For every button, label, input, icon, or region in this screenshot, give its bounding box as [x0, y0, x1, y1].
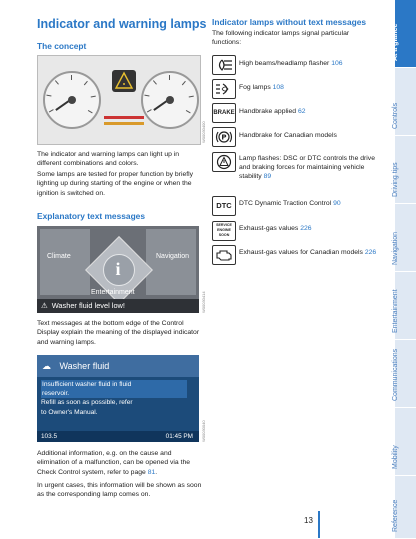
climate-label: Climate: [47, 253, 71, 260]
engine-icon: [212, 245, 236, 265]
wiper-icon: ☁: [42, 361, 51, 371]
speedometer: [43, 71, 101, 129]
figure-id: W00030040: [201, 420, 206, 442]
washer-message: Insufficient washer fluid in fluid reservoir. Refill as soon as possible, refer to Owner's Manual.: [41, 380, 187, 417]
list-item: Lamp flashes: DSC or DTC controls the drive and braking forces for maintaining vehicle stability 89: [212, 152, 377, 194]
indicator-display: [112, 70, 136, 92]
right-intro: The following indicator lamps signal particular functions:: [212, 30, 350, 47]
explanatory-paragraph: Text messages at the bottom edge of the Control Display explain the meaning of the displayed indicator and warning lamps.: [37, 320, 200, 346]
check-control-paragraph: Additional information, e.g. on the cause and elimination of a malfunction, can be opened via the Check Control system, refer to page 81.: [37, 450, 191, 476]
tachometer: [141, 71, 199, 129]
warning-message-bar: [37, 299, 199, 313]
list-item: Exhaust-gas values for Canadian models 226: [212, 245, 377, 269]
navigation-label: Navigation: [156, 253, 190, 260]
page-number: 13: [304, 516, 313, 525]
page-number-bar: [318, 511, 320, 538]
list-item: P Handbrake for Canadian models: [212, 127, 377, 151]
status-bar: [37, 431, 199, 442]
tab-entertainment[interactable]: Entertainment: [395, 272, 416, 340]
radio-frequency: 103.5: [41, 433, 57, 440]
brake-circle-icon: [212, 127, 236, 147]
dtc-icon: DTC: [212, 196, 236, 216]
list-item: Fog lamps 108: [212, 79, 377, 103]
svg-text:P: P: [221, 133, 227, 142]
control-display-image: [37, 226, 199, 313]
washer-fluid-display-image: [37, 355, 199, 442]
entertainment-label: Entertainment: [91, 289, 135, 296]
washer-title-bar: [37, 355, 199, 377]
fog-lamp-icon: [212, 79, 236, 99]
tab-controls[interactable]: Controls: [395, 68, 416, 136]
service-engine-soon-icon: SERVICE ENGINE SOON: [212, 221, 236, 241]
concept-paragraph-2: Some lamps are tested for proper function by briefly lighting up during starting of the engine or when the ignition is switched on.: [37, 171, 194, 197]
concept-heading: The concept: [37, 41, 87, 51]
list-item: BRAKE Handbrake applied 62: [212, 103, 377, 127]
figure-id: W00030400: [201, 121, 206, 143]
explanatory-heading: Explanatory text messages: [37, 211, 145, 221]
urgent-paragraph: In urgent cases, this information will be shown as soon as the corresponding lamp comes on.: [37, 482, 202, 499]
list-item: DTC DTC Dynamic Traction Control 90: [212, 196, 377, 220]
tab-communications[interactable]: Communications: [395, 340, 416, 408]
clock: 01:45 PM: [165, 433, 193, 440]
right-heading: Indicator lamps without text messages: [212, 17, 367, 27]
tab-navigation[interactable]: Navigation: [395, 204, 416, 272]
page-title: Indicator and warning lamps: [37, 17, 207, 31]
tab-at-a-glance[interactable]: At a glance: [395, 0, 416, 68]
dsc-triangle-icon: [212, 152, 236, 172]
list-item: High beams/headlamp flasher 106: [212, 55, 377, 79]
figure-id: W00030414: [201, 291, 206, 313]
tab-mobility[interactable]: Mobility: [395, 408, 416, 476]
warning-message: Washer fluid level low!: [51, 301, 125, 310]
concept-paragraph-1: The indicator and warning lamps can light up in different combinations and colors.: [37, 151, 180, 168]
instrument-cluster-image: [37, 55, 201, 145]
list-item: SERVICE ENGINE SOON Exhaust-gas values 226: [212, 221, 377, 245]
tab-reference[interactable]: Reference: [395, 476, 416, 539]
high-beam-icon: [212, 55, 236, 75]
tab-driving-tips[interactable]: Driving tips: [395, 136, 416, 204]
warning-triangle-icon: ⚠: [41, 301, 48, 310]
info-icon: i: [115, 259, 121, 279]
washer-title: Washer fluid: [59, 361, 110, 371]
brake-icon: BRAKE: [212, 103, 236, 123]
